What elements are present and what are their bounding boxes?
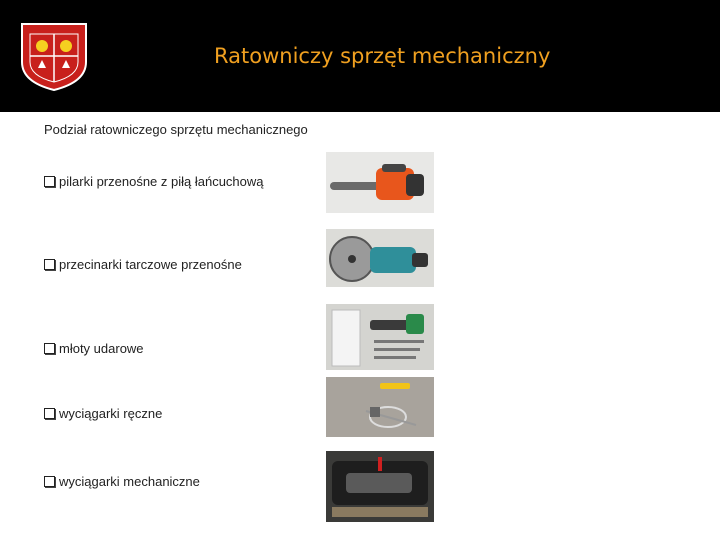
list-item	[44, 474, 200, 489]
chainsaw-photo	[326, 152, 434, 213]
list-item-label: wyciągarki ręczne	[59, 406, 163, 421]
checkbox-bullet-icon	[44, 476, 55, 487]
list-item	[44, 174, 264, 189]
fire-brigade-logo	[18, 20, 90, 92]
jackhammer-photo	[326, 304, 434, 370]
list-item-label: pilarki przenośne z piłą łańcuchową	[59, 174, 264, 189]
checkbox-bullet-icon	[44, 343, 55, 354]
cut-off-saw-photo	[326, 229, 434, 287]
page-title: Ratowniczy sprzęt mechaniczny	[214, 44, 551, 68]
intro-text: Podział ratowniczego sprzętu mechanicznego	[44, 122, 308, 137]
checkbox-bullet-icon	[44, 408, 55, 419]
list-item-label: wyciągarki mechaniczne	[59, 474, 200, 489]
list-item-label: młoty udarowe	[59, 341, 144, 356]
list-item	[44, 341, 144, 356]
checkbox-bullet-icon	[44, 259, 55, 270]
header-bar	[0, 0, 720, 112]
list-item	[44, 406, 162, 421]
list-item-label: przecinarki tarczowe przenośne	[59, 257, 242, 272]
hand-winch-photo	[326, 377, 434, 437]
checkbox-bullet-icon	[44, 176, 55, 187]
mechanical-winch-photo	[326, 451, 434, 522]
list-item	[44, 257, 242, 272]
